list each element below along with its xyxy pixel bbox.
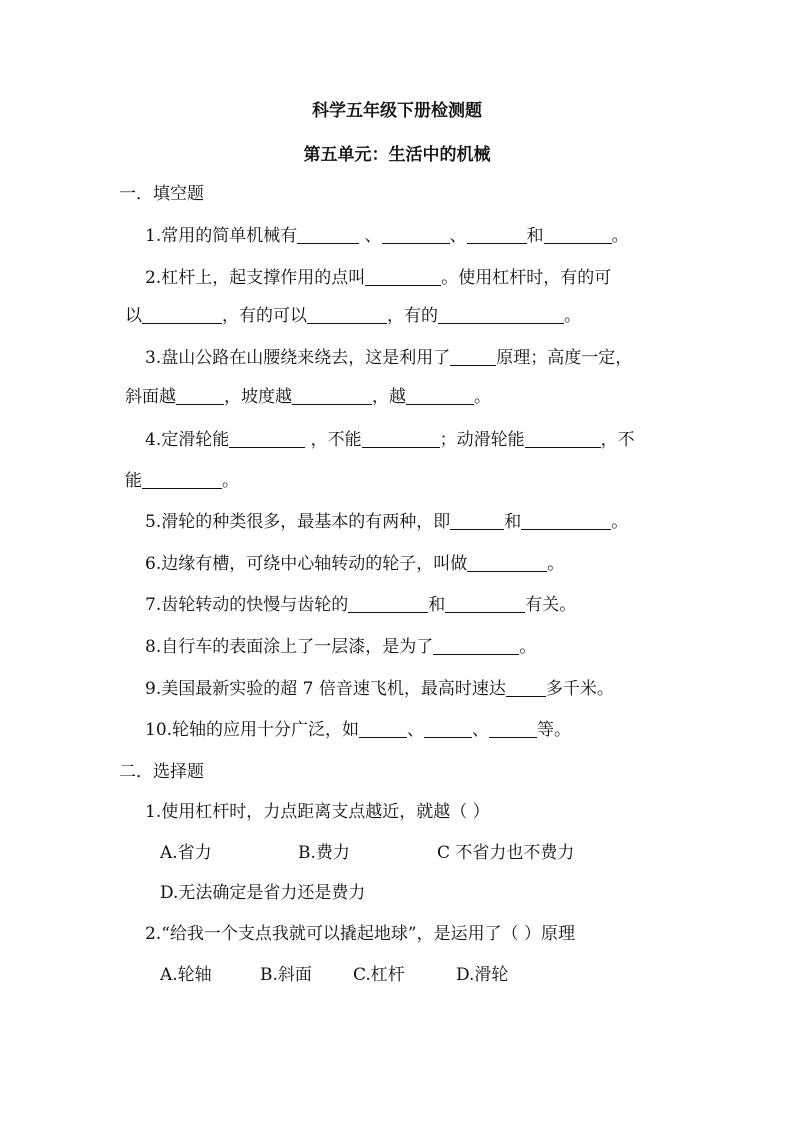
q2-text: ，有的可以 [222,306,307,326]
choice-option-a[interactable]: A.轮轴 [160,965,212,985]
q5-text: 5.滑轮的种类很多，最基本的有两种，即 [145,512,451,532]
q8-text: 8.自行车的表面涂上了一层漆，是为了 [145,637,434,657]
choice-option-d[interactable]: D.无法确定是省力还是费力 [160,883,366,903]
q4-text: ，不 [600,430,635,450]
q4-text: 能 [125,471,142,491]
q3-text: 原理；高度一定， [496,348,633,368]
fill-question-3-cont [125,386,491,408]
q1-text: 。 [611,226,629,246]
choice-question-2-stem: 2.“给我一个支点我就可以撬起地球”，是运用了（ ）原理 [145,924,576,944]
q2-text: 。使用杠杆时，有的可 [441,268,612,288]
answer-blank[interactable] [467,553,547,572]
q1-text: 和 [526,226,544,246]
q8-text: 。 [519,637,537,657]
fill-question-2-cont [125,305,581,327]
q2-text: 2.杠杆上，起支撑作用的点叫 [145,268,366,288]
q10-text: 、 [472,720,490,740]
q2-text: ，有的 [387,306,438,326]
answer-blank[interactable] [544,225,612,244]
answer-blank[interactable] [438,305,564,324]
answer-blank[interactable] [450,511,504,530]
q4-text: ，不能 [305,430,362,450]
fill-question-5 [145,511,628,533]
q5-text: 。 [611,512,629,532]
answer-blank[interactable] [292,386,372,405]
q7-text: 7.齿轮转动的快慢与齿轮的 [145,595,349,615]
section-heading-fill-blank: 一．填空题 [119,184,204,204]
answer-blank[interactable] [362,429,440,448]
fill-question-10 [145,719,571,741]
answer-blank[interactable] [176,386,224,405]
fill-question-4-cont [125,470,239,492]
q4-text: ；动滑轮能 [439,430,525,450]
answer-blank[interactable] [229,429,305,448]
answer-blank[interactable] [307,305,387,324]
section-heading-multiple-choice: 二．选择题 [119,762,204,782]
fill-question-4 [145,429,635,451]
q6-text: 。 [547,554,565,574]
fill-question-8 [145,636,536,658]
answer-blank[interactable] [359,719,407,738]
answer-blank[interactable] [433,636,519,655]
choice-option-d[interactable]: D.滑轮 [456,965,509,985]
answer-blank[interactable] [521,511,611,530]
q10-text: 10.轮轴的应用十分广泛，如 [145,720,360,740]
answer-blank[interactable] [506,678,546,697]
q9-text: 多千米。 [545,679,614,699]
choice-option-c[interactable]: C 不省力也不费力 [437,843,575,863]
answer-blank[interactable] [297,225,359,244]
fill-question-9 [145,678,614,700]
q5-text: 和 [504,512,522,532]
q10-text: 、 [407,720,425,740]
answer-blank[interactable] [489,719,537,738]
fill-question-3 [145,347,632,369]
page-subtitle: 第五单元：生活中的机械 [303,145,491,165]
q3-text: ，坡度越 [224,387,292,407]
answer-blank[interactable] [365,267,441,286]
q1-text: 1.常用的简单机械有 [145,226,298,246]
answer-blank[interactable] [382,225,450,244]
fill-question-1 [145,225,629,247]
q4-text: 。 [222,471,239,491]
q9-text: 9.美国最新实验的超 7 倍音速飞机，最高时速达 [145,679,506,699]
answer-blank[interactable] [467,225,527,244]
answer-blank[interactable] [445,594,525,613]
answer-blank[interactable] [406,386,474,405]
choice-option-b[interactable]: B.费力 [298,843,350,863]
fill-question-6 [145,553,564,575]
fill-question-2 [145,267,611,289]
choice-question-1-stem: 1.使用杠杆时，力点距离支点越近，就越（ ） [145,802,490,822]
q3-text: 斜面越 [125,387,176,407]
q2-text: 。 [564,306,581,326]
choice-option-a[interactable]: A.省力 [160,843,212,863]
answer-blank[interactable] [142,470,222,489]
answer-blank[interactable] [424,719,472,738]
q1-text: 、 [359,226,382,246]
q3-text: ，越 [372,387,406,407]
answer-blank[interactable] [142,305,222,324]
q1-text: 、 [449,226,467,246]
answer-blank[interactable] [348,594,428,613]
q7-text: 有关。 [525,595,577,615]
q3-text: 3.盘山公路在山腰绕来绕去，这是利用了 [145,348,451,368]
q6-text: 6.边缘有槽，可绕中心轴转动的轮子，叫做 [145,554,468,574]
q3-text: 。 [474,387,491,407]
fill-question-7 [145,594,576,616]
q4-text: 4.定滑轮能 [145,430,230,450]
choice-option-b[interactable]: B.斜面 [260,965,312,985]
q10-text: 等。 [537,720,572,740]
answer-blank[interactable] [450,347,496,366]
answer-blank[interactable] [525,429,601,448]
q2-text: 以 [125,306,142,326]
page-title: 科学五年级下册检测题 [312,101,482,121]
q7-text: 和 [428,595,446,615]
choice-option-c[interactable]: C.杠杆 [353,965,405,985]
